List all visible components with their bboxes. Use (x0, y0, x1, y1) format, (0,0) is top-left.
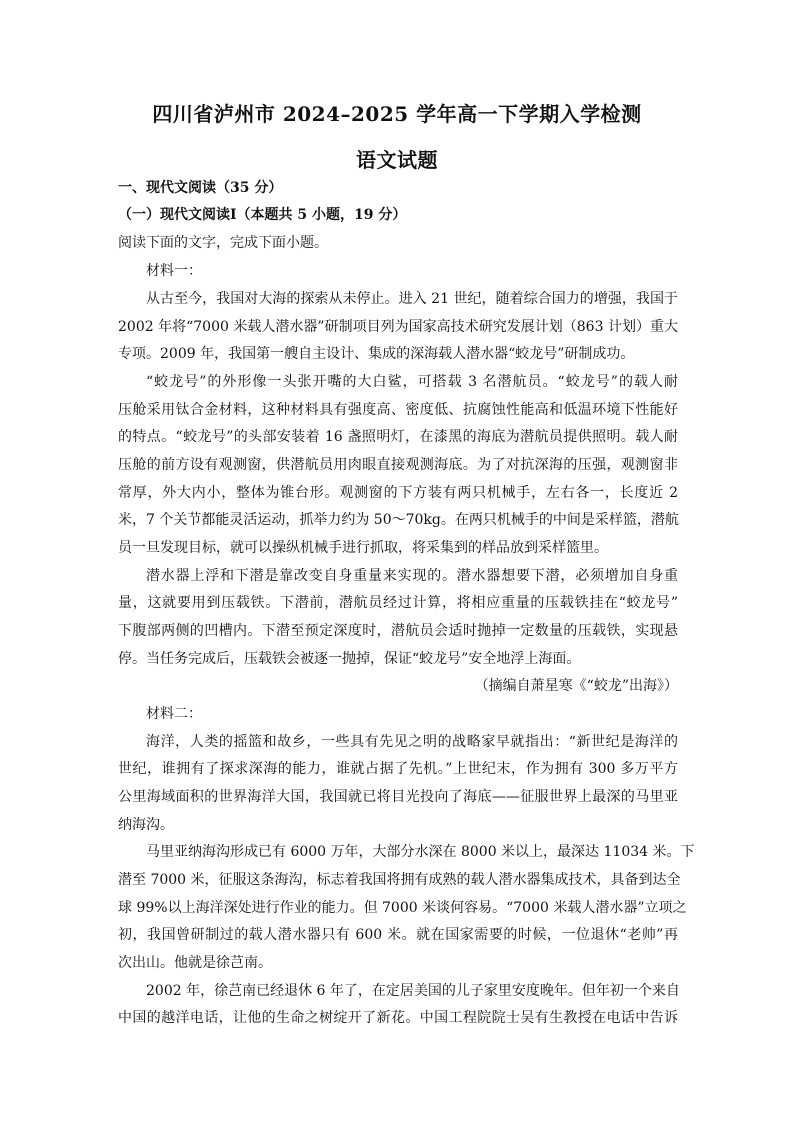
paragraph-line: 潜至 7000 米，征服这条海沟，标志着我国将拥有成熟的载人潜水器集成技术，具备到达全 (118, 872, 681, 888)
paragraph-line: 次出山。他就是徐芑南。 (118, 955, 272, 971)
source-citation: （摘编自萧星寒《“蛟龙”出海》） (474, 678, 678, 694)
subsection-heading: （一）现代文阅读Ⅰ（本题共 5 小题，19 分） (118, 207, 407, 223)
paragraph-line: 2002 年将“7000 米载人潜水器”研制项目列为国家高技术研究发展计划（863 计划）重大 (118, 319, 678, 335)
paragraph-line: 专项。2009 年，我国第一艘自主设计、集成的深海载人潜水器“蛟龙号”研制成功。 (118, 346, 635, 362)
page-title: 四川省泸州市 2024–2025 学年高一下学期入学检测 (152, 102, 642, 126)
paragraph-line: 海洋，人类的摇篮和故乡，一些具有先见之明的战略家早就指出：“新世纪是海洋的 (146, 734, 678, 750)
page-subtitle: 语文试题 (356, 148, 438, 172)
paragraph-line: 压舱采用钛合金材料，这种材料具有强度高、密度低、抗腐蚀性能高和低温环境下性能好 (118, 402, 678, 418)
material-label: 材料二： (146, 706, 202, 722)
paragraph-line: “蛟龙号”的外形像一头张开嘴的大白鲨，可搭载 3 名潜航员。“蛟龙号”的载人耐 (146, 374, 678, 390)
paragraph-line: 世纪，谁拥有了探求深海的能力，谁就占据了先机。”上世纪末，作为拥有 300 多万平方 (118, 761, 678, 777)
paragraph-line: 马里亚纳海沟形成已有 6000 万年，大部分水深在 8000 米以上，最深达 11034 米。下 (146, 844, 695, 860)
instruction-text: 阅读下面的文字，完成下面小题。 (118, 235, 328, 251)
paragraph-line: 常厚，外大内小，整体为锥台形。观测窗的下方装有两只机械手，左右各一，长度近 2 (118, 485, 678, 501)
paragraph-line: 2002 年，徐芑南已经退休 6 年了，在定居美国的儿子家里安度晚年。但年初一个来自 (146, 983, 680, 999)
paragraph-line: 潜水器上浮和下潜是靠改变自身重量来实现的。潜水器想要下潜，必须增加自身重 (146, 568, 678, 584)
paragraph-line: 压舱的前方设有观测窗，供潜航员用肉眼直接观测海底。为了对抗深海的压强，观测窗非 (118, 457, 678, 473)
paragraph-line: 纳海沟。 (118, 817, 174, 833)
paragraph-line: 初，我国曾研制过的载人潜水器只有 600 米。就在国家需要的时候，一位退休“老帅”再 (118, 927, 678, 943)
paragraph-line: 从古至今，我国对大海的探索从未停止。进入 21 世纪，随着综合国力的增强，我国于 (146, 291, 678, 307)
material-label: 材料一： (146, 263, 202, 279)
paragraph-line: 停。当任务完成后，压载铁会被逐一抛掉，保证“蛟龙号”安全地浮上海面。 (118, 651, 581, 667)
paragraph-line: 下腹部两侧的凹槽内。下潜至预定深度时，潜航员会适时抛掉一定数量的压载铁，实现悬 (118, 623, 678, 639)
paragraph-line: 的特点。“蛟龙号”的头部安装着 16 盏照明灯，在漆黑的海底为潜航员提供照明。载人耐 (118, 429, 678, 445)
paragraph-line: 员一旦发现目标，就可以操纵机械手进行抓取，将采集到的样品放到采样篮里。 (118, 540, 608, 556)
paragraph-line: 中国的越洋电话，让他的生命之树绽开了新花。中国工程院院士吴有生教授在电话中告诉 (118, 1010, 678, 1026)
paragraph-line: 公里海域面积的世界海洋大国，我国就已将目光投向了海底——征服世界上最深的马里亚 (118, 789, 678, 805)
paragraph-line: 球 99%以上海洋深处进行作业的能力。但 7000 米谈何容易。“7000 米载人潜水器”立项之 (118, 900, 687, 916)
paragraph-line: 量，这就要用到压载铁。下潜前，潜航员经过计算，将相应重量的压载铁挂在“蛟龙号” (118, 595, 678, 611)
section-heading: 一、现代文阅读（35 分） (118, 180, 283, 196)
paragraph-line: 米，7 个关节都能灵活运动，抓举力约为 50～70kg。在两只机械手的中间是采样篮，潜航 (118, 512, 679, 528)
